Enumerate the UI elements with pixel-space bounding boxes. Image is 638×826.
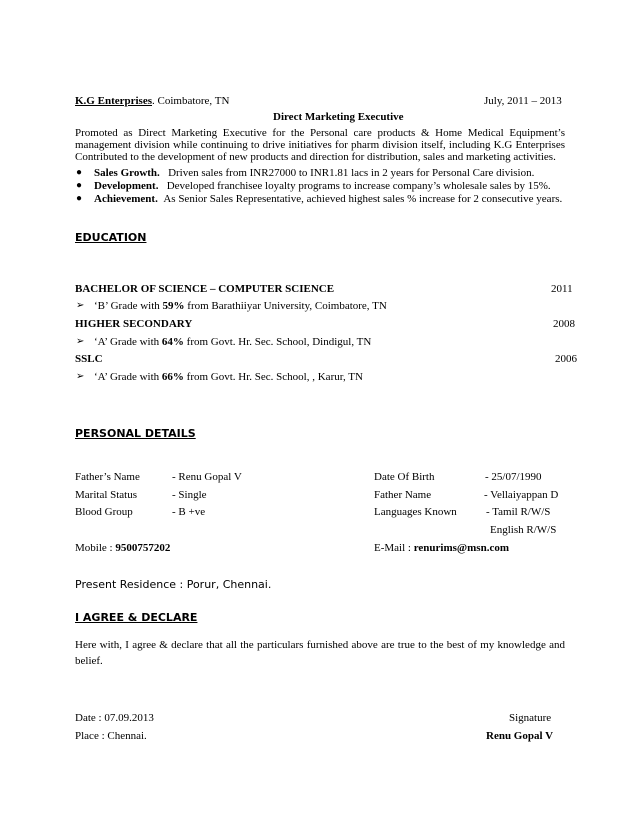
mobile-value: 9500757202	[115, 542, 171, 554]
declaration-text: Here with, I agree & declare that all the particulars furnished above are true to the best of my knowledge and belief.	[75, 639, 565, 667]
job-title: Direct Marketing Executive	[273, 111, 404, 123]
job-description: Promoted as Direct Marketing Executive for the Personal care products & Home Medical Equipment’s management division while continuing to drive initiatives for pharm division itself, including K.G Enterprises Contributed to the development of new products and direction for distribution, sales and marketing activities.	[75, 127, 565, 163]
achievement-title: Development.	[94, 180, 159, 192]
declaration-place: Place : Chennai.	[75, 730, 147, 742]
declaration-heading: I AGREE & DECLARE	[75, 611, 198, 624]
arrow-bullet-icon: ➢	[76, 371, 85, 382]
achievement-text: Developed franchisee loyalty programs to increase company’s wholesale sales by 15%.	[166, 180, 551, 192]
father-name-label: Father Name	[374, 489, 432, 501]
languages-value: English R/W/S	[490, 524, 557, 536]
email-value: renurims@msn.com	[413, 542, 509, 554]
marital-status-value: - Single	[172, 489, 207, 501]
education-title: HIGHER SECONDARY	[75, 318, 193, 330]
marital-status-label: Marital Status	[75, 489, 138, 501]
education-year: 2008	[553, 318, 575, 330]
education-detail: ‘A’ Grade with 64% from Govt. Hr. Sec. School, Dindigul, TN	[94, 336, 372, 348]
grade-value: 59%	[162, 300, 185, 312]
education-year: 2011	[551, 283, 573, 295]
signature-name: Renu Gopal V	[486, 730, 554, 742]
fathers-name-label: Father’s Name	[75, 471, 140, 483]
dob-label: Date Of Birth	[374, 471, 435, 483]
arrow-bullet-icon: ➢	[76, 336, 85, 347]
arrow-bullet-icon: ➢	[76, 300, 85, 311]
mobile-label: Mobile :	[75, 542, 116, 554]
grade-value: 64%	[161, 336, 184, 348]
employer-line	[75, 95, 229, 107]
company-location: . Coimbatore, TN	[152, 95, 230, 107]
languages-value: - Tamil R/W/S	[486, 506, 551, 518]
achievement-title: Sales Growth.	[94, 167, 160, 179]
fathers-name-value: - Renu Gopal V	[172, 471, 242, 483]
education-heading: EDUCATION	[75, 231, 147, 244]
education-title: BACHELOR OF SCIENCE – COMPUTER SCIENCE	[75, 283, 335, 295]
bullet-icon: ●	[76, 180, 83, 191]
email-line	[374, 542, 509, 554]
achievement-text: Driven sales from INR27000 to INR1.81 lacs in 2 years for Personal Care division.	[168, 167, 535, 179]
achievement-text: As Senior Sales Representative, achieved highest sales % increase for 2 consecutive years.	[163, 193, 563, 205]
mobile-line	[75, 542, 170, 554]
languages-label: Languages Known	[374, 506, 457, 518]
grade-value: 66%	[161, 371, 184, 383]
declaration-date: Date : 07.09.2013	[75, 712, 154, 724]
education-title: SSLC	[75, 353, 103, 365]
personal-details-heading: PERSONAL DETAILS	[75, 427, 196, 440]
father-name-value: - Vellaiyappan D	[484, 489, 559, 501]
blood-group-value: - B +ve	[172, 506, 206, 518]
email-label: E-Mail :	[374, 542, 414, 554]
dob-value: - 25/07/1990	[485, 471, 542, 483]
present-residence: Present Residence : Porur, Chennai.	[75, 578, 272, 591]
bullet-icon: ●	[76, 193, 83, 204]
signature-label: Signature	[509, 712, 552, 724]
company-name: K.G Enterprises	[75, 95, 152, 107]
education-year: 2006	[555, 353, 577, 365]
achievement-title: Achievement.	[94, 193, 158, 205]
bullet-icon: ●	[76, 167, 83, 178]
education-detail: ‘A’ Grade with 66% from Govt. Hr. Sec. School, , Karur, TN	[94, 371, 363, 383]
education-detail: ‘B’ Grade with 59% from Barathiiyar University, Coimbatore, TN	[94, 300, 387, 312]
employment-period: July, 2011 – 2013	[484, 95, 562, 107]
blood-group-label: Blood Group	[75, 506, 133, 518]
